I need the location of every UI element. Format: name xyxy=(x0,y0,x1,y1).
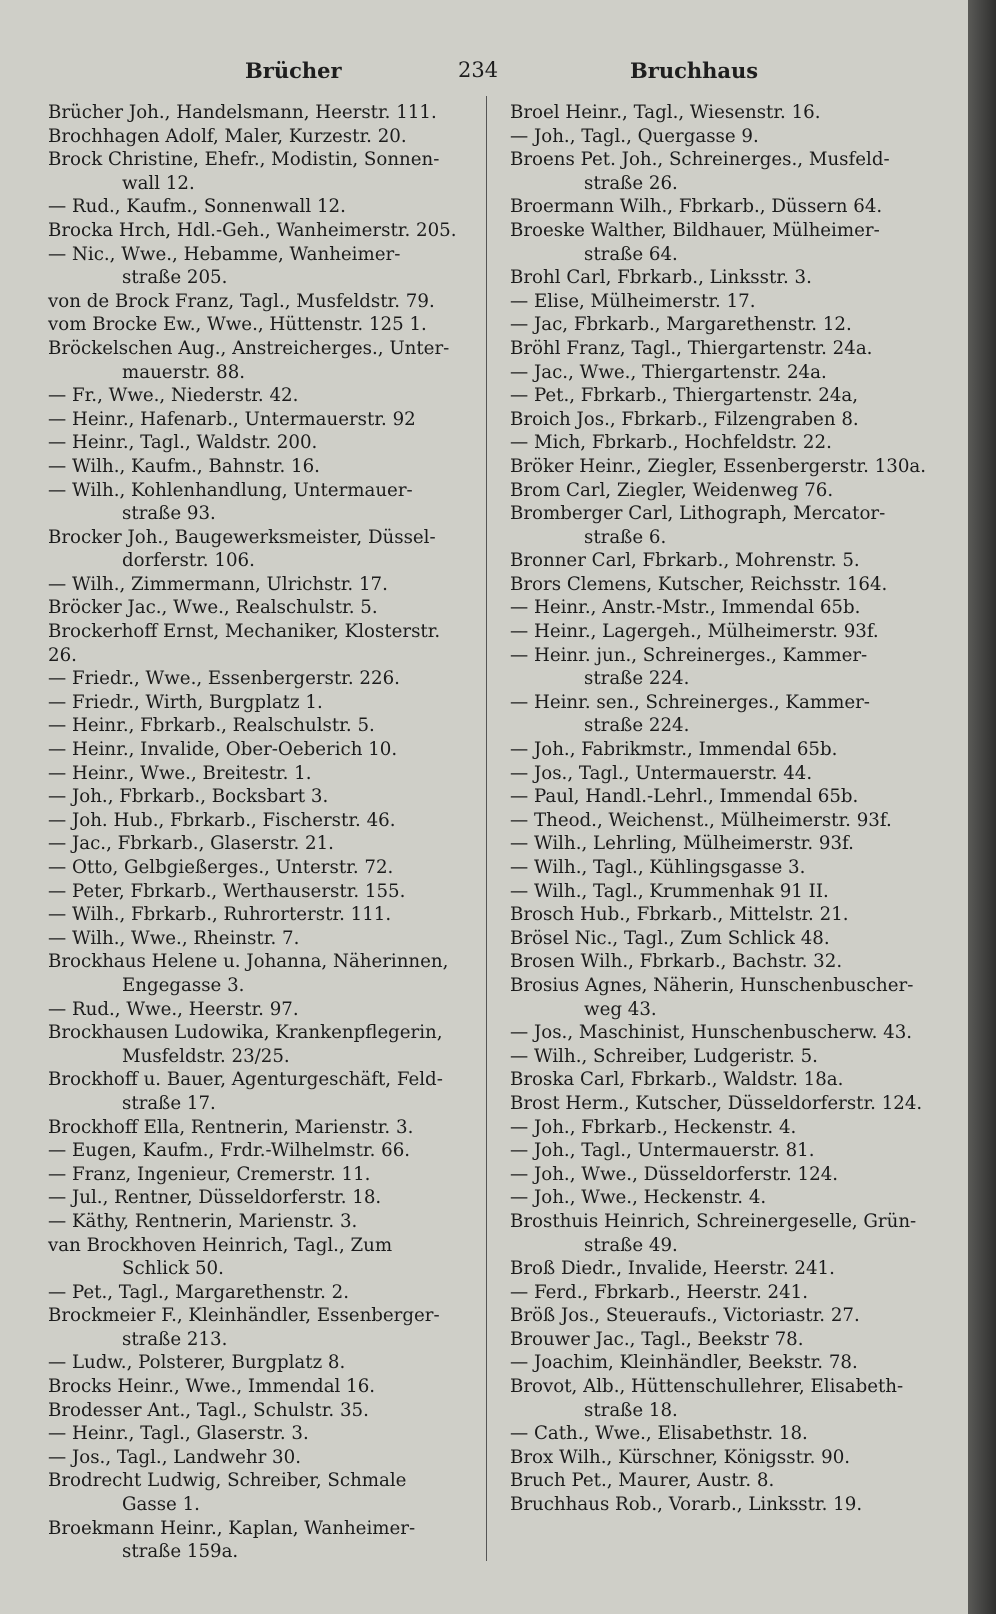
entry-line: Broich Jos., Fbrkarb., Filzengraben 8. xyxy=(510,408,859,430)
directory-entry xyxy=(48,337,466,384)
directory-entry xyxy=(48,1469,466,1516)
directory-entry xyxy=(48,573,466,597)
entry-line: — Paul, Handl.-Lehrl., Immendal 65b. xyxy=(510,786,859,808)
directory-entry xyxy=(510,1021,928,1045)
directory-entry xyxy=(510,313,928,337)
directory-entry xyxy=(48,998,466,1022)
directory-entry xyxy=(48,290,466,314)
entry-line: — Ludw., Polsterer, Burgplatz 8. xyxy=(48,1352,346,1374)
directory-entry xyxy=(510,1281,928,1305)
entry-line: Broß Diedr., Invalide, Heerstr. 241. xyxy=(510,1258,835,1280)
page-edge xyxy=(968,0,996,1614)
entry-line: — Wilh., Zimmermann, Ulrichstr. 17. xyxy=(48,573,388,595)
entry-continuation: Schlick 50. xyxy=(122,1258,224,1280)
header-last-name: Bruchhaus xyxy=(630,58,759,83)
entry-line: — Joh., Fbrkarb., Bocksbart 3. xyxy=(48,786,329,808)
entry-line: Brockerhoff Ernst, Mechaniker, Klosterstr. 26. xyxy=(48,621,441,666)
entry-line: Bromberger Carl, Lithograph, Mercator- xyxy=(510,503,886,525)
entry-line: — Wilh., Lehrling, Mülheimerstr. 93f. xyxy=(510,833,854,855)
directory-entry xyxy=(510,1092,928,1116)
directory-entry xyxy=(510,1068,928,1092)
directory-entry xyxy=(48,408,466,432)
entry-line: Brohl Carl, Fbrkarb., Linksstr. 3. xyxy=(510,267,812,289)
directory-entry xyxy=(510,1304,928,1328)
directory-entry xyxy=(48,1210,466,1234)
directory-entry xyxy=(48,1139,466,1163)
entry-line: Brosch Hub., Fbrkarb., Mittelstr. 21. xyxy=(510,904,849,926)
entry-line: Brösel Nic., Tagl., Zum Schlick 48. xyxy=(510,927,830,949)
directory-entry xyxy=(48,1422,466,1446)
entry-line: — Joachim, Kleinhändler, Beekstr. 78. xyxy=(510,1352,858,1374)
directory-entry xyxy=(510,266,928,290)
directory-entry xyxy=(48,762,466,786)
entry-line: — Wilh., Tagl., Kühlingsgasse 3. xyxy=(510,857,806,878)
directory-entry xyxy=(48,1116,466,1140)
page-header xyxy=(40,58,940,88)
directory-entry xyxy=(510,384,928,408)
entry-continuation: straße 213. xyxy=(122,1328,228,1350)
entry-line: Brovot, Alb., Hüttenschullehrer, Elisabeth- xyxy=(510,1376,904,1398)
entry-line: Brockhoff u. Bauer, Agenturgeschäft, Feld- xyxy=(48,1069,443,1091)
entry-line: — Käthy, Rentnerin, Marienstr. 3. xyxy=(48,1210,358,1232)
directory-entry xyxy=(48,1021,466,1068)
entry-line: Broel Heinr., Tagl., Wiesenstr. 16. xyxy=(510,102,821,123)
directory-entry xyxy=(510,832,928,856)
directory-entry xyxy=(510,903,928,927)
entry-line: Brosius Agnes, Näherin, Hunschenbuscher- xyxy=(510,974,914,996)
directory-entry xyxy=(48,195,466,219)
directory-entry xyxy=(510,1328,928,1352)
directory-entry xyxy=(48,1375,466,1399)
entry-line: Bröhl Franz, Tagl., Thiergartenstr. 24a. xyxy=(510,337,873,359)
directory-entry xyxy=(48,1186,466,1210)
directory-entry xyxy=(510,1116,928,1140)
entry-continuation: straße 224. xyxy=(584,668,690,690)
entry-line: — Joh., Wwe., Düsseldorferstr. 124. xyxy=(510,1163,839,1185)
entry-continuation: straße 17. xyxy=(122,1092,216,1114)
directory-entry xyxy=(510,195,928,219)
entry-line: — Wilh., Schreiber, Ludgeristr. 5. xyxy=(510,1045,818,1067)
directory-entry xyxy=(48,243,466,290)
entry-line: — Pet., Fbrkarb., Thiergartenstr. 24a, xyxy=(510,385,859,407)
entry-line: Bronner Carl, Fbrkarb., Mohrenstr. 5. xyxy=(510,550,860,572)
directory-entry xyxy=(510,950,928,974)
entry-continuation: Musfeldstr. 23/25. xyxy=(122,1045,290,1067)
entry-line: — Jul., Rentner, Düsseldorferstr. 18. xyxy=(48,1187,382,1209)
entry-line: — Nic., Wwe., Hebamme, Wanheimer- xyxy=(48,243,401,265)
entry-line: — Heinr., Wwe., Breitestr. 1. xyxy=(48,762,312,784)
entry-line: — Heinr., Tagl., Glaserstr. 3. xyxy=(48,1423,309,1445)
directory-entry xyxy=(510,596,928,620)
entry-line: — Heinr., Hafenarb., Untermauerstr. 92 xyxy=(48,408,416,430)
entry-line: — Ferd., Fbrkarb., Heerstr. 241. xyxy=(510,1281,809,1303)
entry-line: Broekmann Heinr., Kaplan, Wanheimer- xyxy=(48,1517,416,1539)
entry-line: Brochhagen Adolf, Maler, Kurzestr. 20. xyxy=(48,125,407,147)
entry-line: Brors Clemens, Kutscher, Reichsstr. 164. xyxy=(510,573,888,595)
directory-entry xyxy=(510,1375,928,1422)
entry-line: Bröker Heinr., Ziegler, Essenbergerstr. 130a. xyxy=(510,455,927,477)
entry-line: — Heinr., Invalide, Ober-Oeberich 10. xyxy=(48,739,398,761)
directory-entry xyxy=(510,856,928,880)
directory-entry xyxy=(48,1517,466,1564)
entry-line: — Jac, Fbrkarb., Margarethenstr. 12. xyxy=(510,314,852,336)
directory-entry xyxy=(510,1446,928,1470)
entry-line: Broeske Walther, Bildhauer, Mülheimer- xyxy=(510,219,880,241)
entry-line: Brockhausen Ludowika, Krankenpflegerin, xyxy=(48,1022,443,1044)
entry-line: — Theod., Weichenst., Mülheimerstr. 93f. xyxy=(510,809,892,831)
directory-entry xyxy=(48,714,466,738)
directory-entry xyxy=(510,785,928,809)
directory-entry xyxy=(48,667,466,691)
entry-continuation: straße 18. xyxy=(584,1399,678,1421)
directory-entry xyxy=(48,455,466,479)
entry-line: — Franz, Ingenieur, Cremerstr. 11. xyxy=(48,1163,371,1185)
directory-entry xyxy=(510,1163,928,1187)
directory-entry xyxy=(510,738,928,762)
directory-entry xyxy=(48,785,466,809)
entry-line: Bruch Pet., Maurer, Austr. 8. xyxy=(510,1470,775,1492)
directory-entry xyxy=(48,1351,466,1375)
entry-line: Brodesser Ant., Tagl., Schulstr. 35. xyxy=(48,1399,369,1421)
entry-line: Bröcker Jac., Wwe., Realschulstr. 5. xyxy=(48,597,378,619)
entry-line: — Jos., Tagl., Landwehr 30. xyxy=(48,1446,301,1468)
directory-entry xyxy=(510,762,928,786)
entry-line: — Pet., Tagl., Margarethenstr. 2. xyxy=(48,1281,350,1303)
entry-line: — Joh., Tagl., Quergasse 9. xyxy=(510,125,759,147)
directory-entry xyxy=(48,1399,466,1423)
directory-entry xyxy=(510,1351,928,1375)
entry-line: von de Brock Franz, Tagl., Musfeldstr. 79. xyxy=(48,290,435,312)
directory-entry xyxy=(48,738,466,762)
entry-line: — Heinr., Lagergeh., Mülheimerstr. 93f. xyxy=(510,621,879,643)
entry-line: — Heinr., Anstr.-Mstr., Immendal 65b. xyxy=(510,597,861,619)
entry-line: Broens Pet. Joh., Schreinerges., Musfeld- xyxy=(510,149,890,171)
entry-continuation: straße 224. xyxy=(584,715,690,737)
directory-entry xyxy=(510,101,928,125)
directory-entry xyxy=(510,219,928,266)
directory-entry xyxy=(48,1446,466,1470)
entry-line: Brost Herm., Kutscher, Düsseldorferstr. 124. xyxy=(510,1092,923,1114)
entry-line: — Elise, Mülheimerstr. 17. xyxy=(510,290,756,312)
directory-entry xyxy=(510,1210,928,1257)
directory-entry xyxy=(48,596,466,620)
directory-entry xyxy=(48,1304,466,1351)
directory-entry xyxy=(48,479,466,526)
directory-entry xyxy=(510,1257,928,1281)
directory-entry xyxy=(510,455,928,479)
directory-entry xyxy=(510,125,928,149)
entry-line: — Heinr. sen., Schreinerges., Kammer- xyxy=(510,691,870,713)
directory-entry xyxy=(48,809,466,833)
directory-entry xyxy=(510,1422,928,1446)
entry-continuation: straße 159a. xyxy=(122,1541,239,1563)
entry-line: — Friedr., Wirth, Burgplatz 1. xyxy=(48,691,323,713)
entry-line: Broska Carl, Fbrkarb., Waldstr. 18a. xyxy=(510,1069,844,1091)
entry-line: — Jac., Wwe., Thiergartenstr. 24a. xyxy=(510,361,827,383)
entry-line: — Jac., Fbrkarb., Glaserstr. 21. xyxy=(48,833,334,855)
entry-line: — Heinr., Fbrkarb., Realschulstr. 5. xyxy=(48,715,375,737)
right-column xyxy=(510,101,928,1517)
directory-entry xyxy=(48,927,466,951)
directory-entry xyxy=(510,809,928,833)
entry-line: — Eugen, Kaufm., Frdr.-Wilhelmstr. 66. xyxy=(48,1140,411,1162)
directory-entry xyxy=(510,644,928,691)
entry-continuation: straße 93. xyxy=(122,503,216,525)
entry-line: — Rud., Wwe., Heerstr. 97. xyxy=(48,998,299,1020)
directory-entry xyxy=(510,620,928,644)
directory-entry xyxy=(510,880,928,904)
directory-entry xyxy=(48,832,466,856)
entry-line: vom Brocke Ew., Wwe., Hüttenstr. 125 1. xyxy=(48,314,427,336)
directory-entry xyxy=(48,431,466,455)
directory-entry xyxy=(48,219,466,243)
entry-line: — Jos., Maschinist, Hunschenbuscherw. 43. xyxy=(510,1022,913,1044)
entry-continuation: mauerstr. 88. xyxy=(122,361,246,383)
entry-line: — Wilh., Kohlenhandlung, Untermauer- xyxy=(48,479,413,501)
entry-line: — Cath., Wwe., Elisabethstr. 18. xyxy=(510,1423,808,1445)
directory-entry xyxy=(510,549,928,573)
directory-entry xyxy=(48,101,466,125)
entry-continuation: straße 49. xyxy=(584,1234,678,1256)
directory-entry xyxy=(48,526,466,573)
directory-entry xyxy=(48,691,466,715)
directory-entry xyxy=(48,856,466,880)
directory-entry xyxy=(510,1045,928,1069)
entry-line: — Heinr., Tagl., Waldstr. 200. xyxy=(48,432,318,454)
entry-line: Brom Carl, Ziegler, Weidenweg 76. xyxy=(510,479,834,501)
directory-entry xyxy=(48,125,466,149)
directory-entry xyxy=(510,337,928,361)
entry-line: Bröckelschen Aug., Anstreicherges., Unter- xyxy=(48,337,450,359)
entry-line: Brockhoff Ella, Rentnerin, Marienstr. 3. xyxy=(48,1116,414,1138)
entry-line: Brouwer Jac., Tagl., Beekstr 78. xyxy=(510,1328,804,1350)
directory-entry xyxy=(510,927,928,951)
entry-continuation: straße 6. xyxy=(584,526,667,548)
entry-line: — Joh. Hub., Fbrkarb., Fischerstr. 46. xyxy=(48,809,396,831)
entry-continuation: Engegasse 3. xyxy=(122,974,245,996)
directory-entry xyxy=(48,1068,466,1115)
entry-line: — Mich, Fbrkarb., Hochfeldstr. 22. xyxy=(510,432,832,454)
entry-continuation: straße 26. xyxy=(584,172,678,194)
entry-line: Brosen Wilh., Fbrkarb., Bachstr. 32. xyxy=(510,951,843,973)
entry-line: Brockhaus Helene u. Johanna, Näherinnen, xyxy=(48,951,449,973)
entry-line: — Joh., Fabrikmstr., Immendal 65b. xyxy=(510,739,838,761)
directory-entry xyxy=(510,1139,928,1163)
entry-line: Brücher Joh., Handelsmann, Heerstr. 111. xyxy=(48,102,437,123)
entry-continuation: Gasse 1. xyxy=(122,1494,200,1516)
entry-line: — Wilh., Kaufm., Bahnstr. 16. xyxy=(48,455,320,477)
entry-continuation: dorferstr. 106. xyxy=(122,550,255,572)
directory-entry xyxy=(48,148,466,195)
entry-line: — Wilh., Wwe., Rheinstr. 7. xyxy=(48,927,300,949)
entry-line: van Brockhoven Heinrich, Tagl., Zum xyxy=(48,1234,393,1256)
directory-entry xyxy=(48,1281,466,1305)
entry-line: Brosthuis Heinrich, Schreinergeselle, Grün- xyxy=(510,1210,917,1232)
directory-entry xyxy=(48,903,466,927)
directory-entry xyxy=(48,880,466,904)
directory-entry xyxy=(510,1186,928,1210)
entry-line: — Joh., Tagl., Untermauerstr. 81. xyxy=(510,1140,815,1162)
directory-entry xyxy=(48,384,466,408)
entry-line: Bröß Jos., Steueraufs., Victoriastr. 27. xyxy=(510,1305,860,1327)
entry-line: Brock Christine, Ehefr., Modistin, Sonnen- xyxy=(48,149,440,171)
entry-line: — Joh., Fbrkarb., Heckenstr. 4. xyxy=(510,1116,797,1138)
entry-line: Bruchhaus Rob., Vorarb., Linksstr. 19. xyxy=(510,1494,863,1516)
entry-line: Brocka Hrch, Hdl.-Geh., Wanheimerstr. 205. xyxy=(48,219,457,241)
directory-entry xyxy=(510,290,928,314)
page-number: 234 xyxy=(458,58,499,82)
directory-entry xyxy=(510,148,928,195)
directory-entry xyxy=(48,313,466,337)
entry-line: — Rud., Kaufm., Sonnenwall 12. xyxy=(48,196,346,218)
directory-entry xyxy=(48,1234,466,1281)
directory-entry xyxy=(510,408,928,432)
entry-line: Brockmeier F., Kleinhändler, Essenberger- xyxy=(48,1305,440,1327)
directory-entry xyxy=(48,1163,466,1187)
entry-line: — Wilh., Fbrkarb., Ruhrorterstr. 111. xyxy=(48,904,392,926)
entry-line: — Fr., Wwe., Niederstr. 42. xyxy=(48,385,299,407)
entry-continuation: straße 205. xyxy=(122,267,228,289)
directory-entry xyxy=(510,974,928,1021)
entry-line: Broermann Wilh., Fbrkarb., Düssern 64. xyxy=(510,196,883,218)
entry-line: Brox Wilh., Kürschner, Königsstr. 90. xyxy=(510,1446,851,1468)
directory-entry xyxy=(510,573,928,597)
directory-entry xyxy=(48,620,466,667)
entry-line: — Peter, Fbrkarb., Werthauserstr. 155. xyxy=(48,880,406,902)
entry-line: — Wilh., Tagl., Krummenhak 91 II. xyxy=(510,880,829,902)
left-column xyxy=(48,101,466,1564)
entry-continuation: wall 12. xyxy=(122,172,195,194)
directory-entry xyxy=(510,431,928,455)
entry-line: — Friedr., Wwe., Essenbergerstr. 226. xyxy=(48,668,400,690)
entry-line: — Jos., Tagl., Untermauerstr. 44. xyxy=(510,762,813,784)
directory-entry xyxy=(510,361,928,385)
directory-entry xyxy=(510,479,928,503)
header-first-name: Brücher xyxy=(245,58,342,83)
column-divider xyxy=(486,96,487,1561)
entry-line: — Joh., Wwe., Heckenstr. 4. xyxy=(510,1187,767,1209)
entry-continuation: straße 64. xyxy=(584,243,678,265)
entry-continuation: weg 43. xyxy=(584,998,657,1020)
directory-entry xyxy=(510,1469,928,1493)
entry-line: — Otto, Gelbgießerges., Unterstr. 72. xyxy=(48,857,394,878)
directory-entry xyxy=(510,1493,928,1517)
entry-line: Brocks Heinr., Wwe., Immendal 16. xyxy=(48,1376,376,1398)
directory-entry xyxy=(510,502,928,549)
directory-entry xyxy=(510,691,928,738)
entry-line: Brodrecht Ludwig, Schreiber, Schmale xyxy=(48,1470,407,1492)
entry-line: — Heinr. jun., Schreinerges., Kammer- xyxy=(510,644,868,666)
entry-line: Brocker Joh., Baugewerksmeister, Düssel- xyxy=(48,526,436,548)
directory-entry xyxy=(48,950,466,997)
